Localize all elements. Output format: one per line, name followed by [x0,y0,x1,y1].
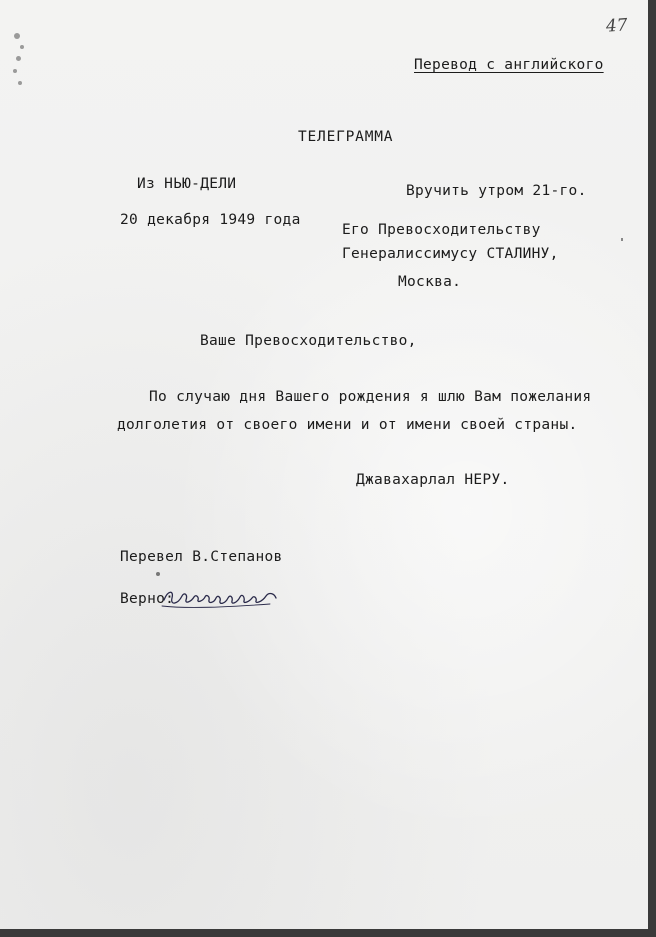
punch-hole [14,33,20,39]
punch-hole [13,69,17,73]
punch-hole [16,56,21,61]
addressee-line-2: Генералиссимусу СТАЛИНУ, [342,246,559,262]
origin-line: Из НЬЮ-ДЕЛИ [137,176,237,192]
document-title: ТЕЛЕГРАММА [298,129,394,145]
punch-hole [18,81,22,85]
ink-dot [156,572,160,576]
scan-edge-right [648,0,656,937]
handwritten-signature [158,582,284,614]
verification-label: Верно: [120,591,175,607]
pencil-mark [621,238,623,241]
punch-hole [20,45,24,49]
scan-edge-bottom [0,929,656,937]
translator-line: Перевел В.Степанов [120,549,283,565]
folio-number: 47 [605,15,629,37]
body-line-2: долголетия от своего имени и от имени своей страны. [117,417,578,433]
delivery-instruction: Вручить утром 21-го. [406,183,587,199]
addressee-city: Москва. [398,274,462,290]
body-line-1: По случаю дня Вашего рождения я шлю Вам пожелания [149,389,592,405]
sender-signature-line: Джавахарлал НЕРУ. [356,472,510,488]
salutation: Ваше Превосходительство, [200,333,417,349]
date-line: 20 декабря 1949 года [120,212,301,228]
header-note: Перевод с английского [414,57,604,73]
addressee-line-1: Его Превосходительству [342,222,541,238]
